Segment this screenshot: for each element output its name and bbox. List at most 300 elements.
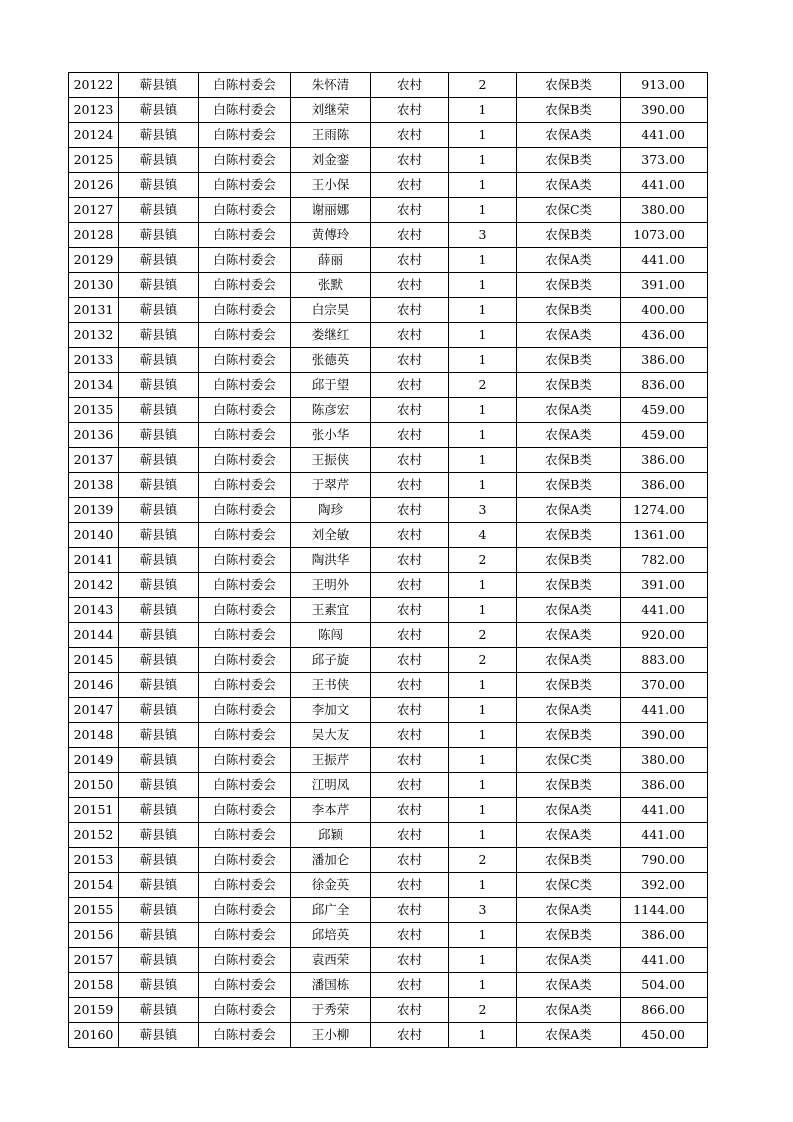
count-cell: 2 [449,73,517,98]
amount-cell: 391.00 [621,273,708,298]
village-cell: 白陈村委会 [199,398,291,423]
count-cell: 1 [449,473,517,498]
name-cell: 王小保 [291,173,371,198]
area-cell: 农村 [371,898,449,923]
category-cell: 农保B类 [517,98,621,123]
village-cell: 白陈村委会 [199,648,291,673]
count-cell: 3 [449,498,517,523]
category-cell: 农保A类 [517,123,621,148]
id-cell: 20138 [69,473,119,498]
village-cell: 白陈村委会 [199,123,291,148]
area-cell: 农村 [371,723,449,748]
count-cell: 1 [449,298,517,323]
category-cell: 农保A类 [517,998,621,1023]
category-cell: 农保C类 [517,198,621,223]
table-row [69,998,708,1023]
id-cell: 20154 [69,873,119,898]
town-cell: 蕲县镇 [119,373,199,398]
name-cell: 王小柳 [291,1023,371,1048]
village-cell: 白陈村委会 [199,698,291,723]
category-cell: 农保B类 [517,73,621,98]
amount-cell: 386.00 [621,448,708,473]
category-cell: 农保B类 [517,548,621,573]
name-cell: 陈闯 [291,623,371,648]
area-cell: 农村 [371,73,449,98]
table-row [69,948,708,973]
name-cell: 朱怀清 [291,73,371,98]
id-cell: 20158 [69,973,119,998]
id-cell: 20146 [69,673,119,698]
count-cell: 1 [449,148,517,173]
category-cell: 农保C类 [517,748,621,773]
category-cell: 农保A类 [517,798,621,823]
area-cell: 农村 [371,648,449,673]
amount-cell: 459.00 [621,423,708,448]
village-cell: 白陈村委会 [199,1023,291,1048]
town-cell: 蕲县镇 [119,198,199,223]
id-cell: 20127 [69,198,119,223]
village-cell: 白陈村委会 [199,523,291,548]
town-cell: 蕲县镇 [119,748,199,773]
amount-cell: 441.00 [621,948,708,973]
area-cell: 农村 [371,148,449,173]
id-cell: 20137 [69,448,119,473]
count-cell: 1 [449,748,517,773]
village-cell: 白陈村委会 [199,573,291,598]
area-cell: 农村 [371,848,449,873]
name-cell: 张德英 [291,348,371,373]
name-cell: 邱培英 [291,923,371,948]
area-cell: 农村 [371,873,449,898]
count-cell: 2 [449,848,517,873]
village-cell: 白陈村委会 [199,973,291,998]
name-cell: 邱子旋 [291,648,371,673]
table-row [69,648,708,673]
name-cell: 白宗昊 [291,298,371,323]
name-cell: 张默 [291,273,371,298]
category-cell: 农保B类 [517,923,621,948]
village-cell: 白陈村委会 [199,798,291,823]
village-cell: 白陈村委会 [199,323,291,348]
table-row [69,823,708,848]
area-cell: 农村 [371,673,449,698]
category-cell: 农保A类 [517,1023,621,1048]
amount-cell: 866.00 [621,998,708,1023]
category-cell: 农保B类 [517,573,621,598]
category-cell: 农保A类 [517,323,621,348]
count-cell: 2 [449,548,517,573]
table-row [69,323,708,348]
area-cell: 农村 [371,448,449,473]
name-cell: 刘金銮 [291,148,371,173]
amount-cell: 1144.00 [621,898,708,923]
village-cell: 白陈村委会 [199,373,291,398]
id-cell: 20133 [69,348,119,373]
table-row [69,698,708,723]
amount-cell: 441.00 [621,798,708,823]
amount-cell: 1073.00 [621,223,708,248]
town-cell: 蕲县镇 [119,898,199,923]
table-row [69,873,708,898]
amount-cell: 386.00 [621,473,708,498]
table-row [69,498,708,523]
count-cell: 1 [449,598,517,623]
id-cell: 20153 [69,848,119,873]
count-cell: 1 [449,98,517,123]
table-row [69,748,708,773]
id-cell: 20130 [69,273,119,298]
town-cell: 蕲县镇 [119,573,199,598]
table-row [69,973,708,998]
area-cell: 农村 [371,973,449,998]
area-cell: 农村 [371,373,449,398]
town-cell: 蕲县镇 [119,998,199,1023]
village-cell: 白陈村委会 [199,98,291,123]
area-cell: 农村 [371,298,449,323]
table-row [69,248,708,273]
town-cell: 蕲县镇 [119,623,199,648]
table-row [69,723,708,748]
area-cell: 农村 [371,498,449,523]
area-cell: 农村 [371,223,449,248]
id-cell: 20129 [69,248,119,273]
count-cell: 1 [449,823,517,848]
amount-cell: 386.00 [621,348,708,373]
village-cell: 白陈村委会 [199,673,291,698]
amount-cell: 782.00 [621,548,708,573]
name-cell: 于翠芹 [291,473,371,498]
id-cell: 20123 [69,98,119,123]
id-cell: 20149 [69,748,119,773]
village-cell: 白陈村委会 [199,448,291,473]
data-table [68,72,708,1048]
town-cell: 蕲县镇 [119,798,199,823]
category-cell: 农保A类 [517,648,621,673]
town-cell: 蕲县镇 [119,423,199,448]
table-row [69,198,708,223]
table-row [69,848,708,873]
town-cell: 蕲县镇 [119,723,199,748]
table-row [69,373,708,398]
village-cell: 白陈村委会 [199,298,291,323]
count-cell: 1 [449,423,517,448]
category-cell: 农保B类 [517,723,621,748]
amount-cell: 836.00 [621,373,708,398]
area-cell: 农村 [371,748,449,773]
amount-cell: 441.00 [621,598,708,623]
town-cell: 蕲县镇 [119,398,199,423]
count-cell: 1 [449,173,517,198]
area-cell: 农村 [371,1023,449,1048]
village-cell: 白陈村委会 [199,848,291,873]
count-cell: 1 [449,873,517,898]
name-cell: 陶洪华 [291,548,371,573]
id-cell: 20148 [69,723,119,748]
amount-cell: 450.00 [621,1023,708,1048]
town-cell: 蕲县镇 [119,298,199,323]
count-cell: 1 [449,923,517,948]
village-cell: 白陈村委会 [199,773,291,798]
count-cell: 2 [449,623,517,648]
name-cell: 薛丽 [291,248,371,273]
area-cell: 农村 [371,348,449,373]
town-cell: 蕲县镇 [119,773,199,798]
amount-cell: 504.00 [621,973,708,998]
name-cell: 徐金英 [291,873,371,898]
id-cell: 20152 [69,823,119,848]
name-cell: 王振侠 [291,448,371,473]
category-cell: 农保B类 [517,348,621,373]
name-cell: 刘全敏 [291,523,371,548]
name-cell: 张小华 [291,423,371,448]
area-cell: 农村 [371,198,449,223]
area-cell: 农村 [371,823,449,848]
town-cell: 蕲县镇 [119,673,199,698]
table-row [69,298,708,323]
town-cell: 蕲县镇 [119,273,199,298]
amount-cell: 400.00 [621,298,708,323]
category-cell: 农保B类 [517,148,621,173]
table-row [69,1023,708,1048]
town-cell: 蕲县镇 [119,348,199,373]
amount-cell: 390.00 [621,723,708,748]
table-row [69,173,708,198]
amount-cell: 883.00 [621,648,708,673]
table-row [69,923,708,948]
count-cell: 1 [449,673,517,698]
area-cell: 农村 [371,248,449,273]
village-cell: 白陈村委会 [199,498,291,523]
id-cell: 20150 [69,773,119,798]
table-row [69,548,708,573]
table-row [69,273,708,298]
count-cell: 1 [449,573,517,598]
count-cell: 4 [449,523,517,548]
count-cell: 3 [449,223,517,248]
area-cell: 农村 [371,623,449,648]
area-cell: 农村 [371,323,449,348]
category-cell: 农保A类 [517,598,621,623]
id-cell: 20147 [69,698,119,723]
table-row [69,598,708,623]
category-cell: 农保A类 [517,248,621,273]
name-cell: 王书侠 [291,673,371,698]
id-cell: 20144 [69,623,119,648]
table-row [69,898,708,923]
category-cell: 农保A类 [517,623,621,648]
category-cell: 农保A类 [517,898,621,923]
table-row [69,98,708,123]
name-cell: 李加文 [291,698,371,723]
category-cell: 农保B类 [517,848,621,873]
category-cell: 农保B类 [517,448,621,473]
name-cell: 王明外 [291,573,371,598]
amount-cell: 373.00 [621,148,708,173]
table-row [69,773,708,798]
town-cell: 蕲县镇 [119,1023,199,1048]
category-cell: 农保A类 [517,973,621,998]
area-cell: 农村 [371,123,449,148]
category-cell: 农保A类 [517,698,621,723]
name-cell: 黄傅玲 [291,223,371,248]
count-cell: 1 [449,198,517,223]
name-cell: 刘继荣 [291,98,371,123]
category-cell: 农保A类 [517,948,621,973]
village-cell: 白陈村委会 [199,223,291,248]
category-cell: 农保A类 [517,398,621,423]
id-cell: 20151 [69,798,119,823]
category-cell: 农保B类 [517,673,621,698]
name-cell: 于秀荣 [291,998,371,1023]
village-cell: 白陈村委会 [199,723,291,748]
area-cell: 农村 [371,98,449,123]
town-cell: 蕲县镇 [119,448,199,473]
amount-cell: 391.00 [621,573,708,598]
town-cell: 蕲县镇 [119,823,199,848]
category-cell: 农保A类 [517,498,621,523]
id-cell: 20135 [69,398,119,423]
area-cell: 农村 [371,598,449,623]
area-cell: 农村 [371,773,449,798]
count-cell: 3 [449,898,517,923]
amount-cell: 380.00 [621,748,708,773]
category-cell: 农保A类 [517,173,621,198]
area-cell: 农村 [371,698,449,723]
village-cell: 白陈村委会 [199,823,291,848]
amount-cell: 1274.00 [621,498,708,523]
village-cell: 白陈村委会 [199,423,291,448]
category-cell: 农保B类 [517,298,621,323]
village-cell: 白陈村委会 [199,748,291,773]
village-cell: 白陈村委会 [199,198,291,223]
amount-cell: 370.00 [621,673,708,698]
category-cell: 农保B类 [517,523,621,548]
count-cell: 2 [449,998,517,1023]
town-cell: 蕲县镇 [119,948,199,973]
area-cell: 农村 [371,173,449,198]
town-cell: 蕲县镇 [119,98,199,123]
town-cell: 蕲县镇 [119,923,199,948]
id-cell: 20134 [69,373,119,398]
town-cell: 蕲县镇 [119,698,199,723]
category-cell: 农保B类 [517,373,621,398]
town-cell: 蕲县镇 [119,648,199,673]
name-cell: 娄继红 [291,323,371,348]
area-cell: 农村 [371,798,449,823]
name-cell: 邱广全 [291,898,371,923]
area-cell: 农村 [371,998,449,1023]
village-cell: 白陈村委会 [199,173,291,198]
area-cell: 农村 [371,473,449,498]
town-cell: 蕲县镇 [119,523,199,548]
count-cell: 1 [449,348,517,373]
village-cell: 白陈村委会 [199,598,291,623]
table-row [69,348,708,373]
count-cell: 1 [449,973,517,998]
town-cell: 蕲县镇 [119,498,199,523]
count-cell: 1 [449,723,517,748]
count-cell: 1 [449,448,517,473]
table-row [69,798,708,823]
area-cell: 农村 [371,923,449,948]
amount-cell: 436.00 [621,323,708,348]
village-cell: 白陈村委会 [199,248,291,273]
name-cell: 王雨陈 [291,123,371,148]
id-cell: 20125 [69,148,119,173]
amount-cell: 390.00 [621,98,708,123]
table-row [69,623,708,648]
count-cell: 1 [449,698,517,723]
village-cell: 白陈村委会 [199,623,291,648]
town-cell: 蕲县镇 [119,848,199,873]
town-cell: 蕲县镇 [119,598,199,623]
name-cell: 江明凤 [291,773,371,798]
village-cell: 白陈村委会 [199,148,291,173]
table-row [69,423,708,448]
category-cell: 农保B类 [517,473,621,498]
area-cell: 农村 [371,548,449,573]
town-cell: 蕲县镇 [119,973,199,998]
id-cell: 20143 [69,598,119,623]
name-cell: 邱于望 [291,373,371,398]
count-cell: 1 [449,123,517,148]
id-cell: 20124 [69,123,119,148]
area-cell: 农村 [371,948,449,973]
village-cell: 白陈村委会 [199,473,291,498]
amount-cell: 441.00 [621,123,708,148]
area-cell: 农村 [371,398,449,423]
id-cell: 20139 [69,498,119,523]
town-cell: 蕲县镇 [119,548,199,573]
id-cell: 20141 [69,548,119,573]
category-cell: 农保C类 [517,873,621,898]
id-cell: 20160 [69,1023,119,1048]
id-cell: 20142 [69,573,119,598]
table-row [69,148,708,173]
name-cell: 潘加仑 [291,848,371,873]
village-cell: 白陈村委会 [199,348,291,373]
village-cell: 白陈村委会 [199,873,291,898]
id-cell: 20132 [69,323,119,348]
town-cell: 蕲县镇 [119,223,199,248]
amount-cell: 441.00 [621,698,708,723]
id-cell: 20156 [69,923,119,948]
village-cell: 白陈村委会 [199,273,291,298]
village-cell: 白陈村委会 [199,548,291,573]
table-body [69,73,708,1048]
amount-cell: 913.00 [621,73,708,98]
amount-cell: 1361.00 [621,523,708,548]
name-cell: 李本芹 [291,798,371,823]
area-cell: 农村 [371,423,449,448]
name-cell: 吴大友 [291,723,371,748]
id-cell: 20145 [69,648,119,673]
amount-cell: 920.00 [621,623,708,648]
name-cell: 潘国栋 [291,973,371,998]
name-cell: 袁西荣 [291,948,371,973]
category-cell: 农保A类 [517,823,621,848]
town-cell: 蕲县镇 [119,323,199,348]
table-row [69,473,708,498]
town-cell: 蕲县镇 [119,148,199,173]
table-row [69,673,708,698]
village-cell: 白陈村委会 [199,948,291,973]
category-cell: 农保B类 [517,273,621,298]
name-cell: 邱颖 [291,823,371,848]
area-cell: 农村 [371,523,449,548]
count-cell: 1 [449,798,517,823]
name-cell: 陶珍 [291,498,371,523]
